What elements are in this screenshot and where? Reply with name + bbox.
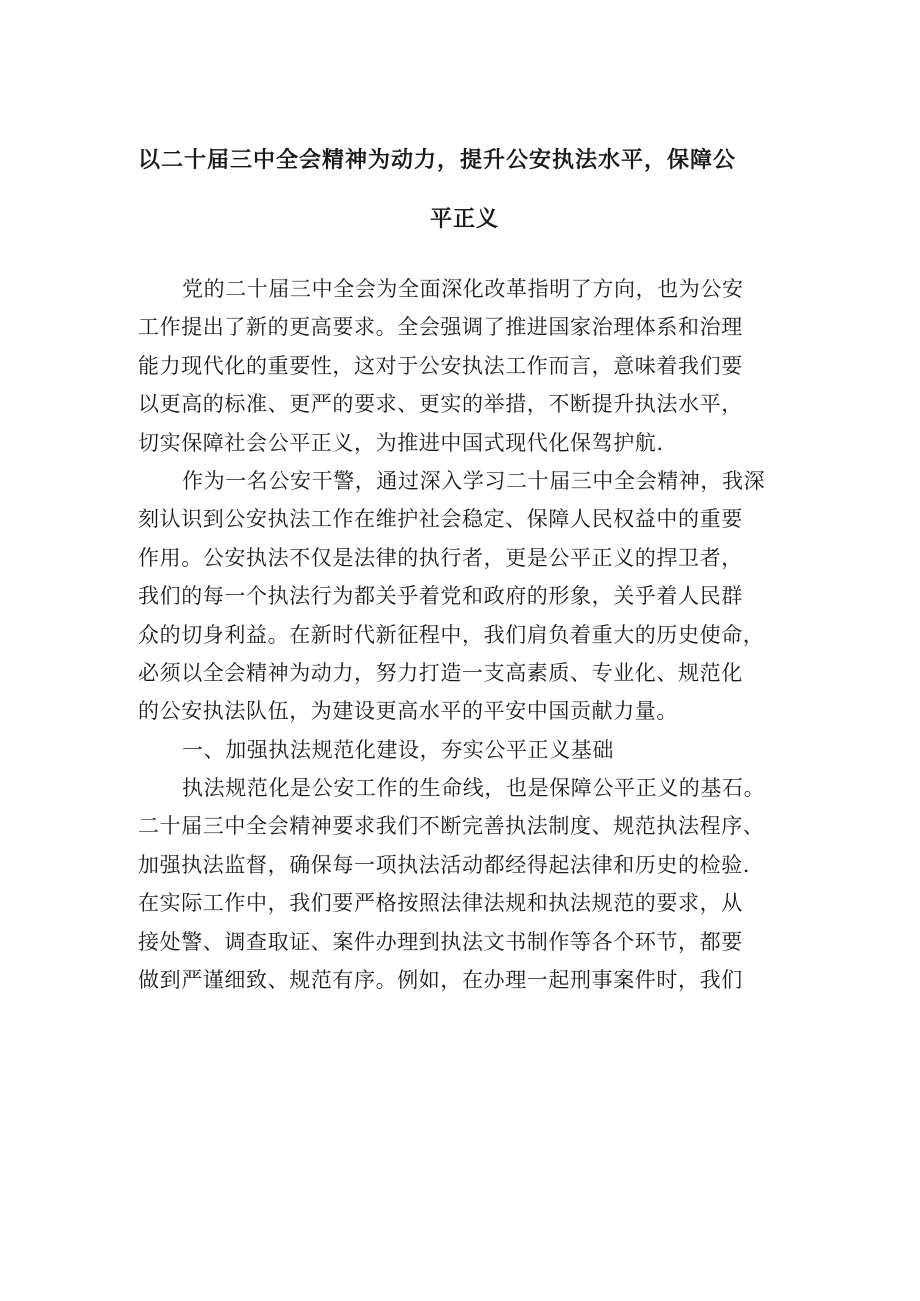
text-line: 加强执法监督，确保每一项执法活动都经得起法律和历史的检验. bbox=[138, 852, 751, 877]
text-line: 刻认识到公安执法工作在维护社会稳定、保障人民权益中的重要 bbox=[138, 507, 743, 532]
text-line: 二十届三中全会精神要求我们不断完善执法制度、规范执法程序、 bbox=[138, 814, 765, 839]
text-line: 我们的每一个执法行为都关乎着党和政府的形象，关乎着人民群 bbox=[138, 584, 743, 609]
text-line: 在实际工作中，我们要严格按照法律法规和执法规范的要求，从 bbox=[138, 891, 743, 916]
text-line: 作用。公安执法不仅是法律的执行者，更是公平正义的捍卫者， bbox=[138, 545, 743, 570]
text-line: 作为一名公安干警，通过深入学习二十届三中全会精神，我深 bbox=[182, 468, 766, 493]
text-line: 必须以全会精神为动力，努力打造一支高素质、专业化、规范化 bbox=[138, 660, 743, 685]
text-line: 做到严谨细致、规范有序。例如，在办理一起刑事案件时，我们 bbox=[138, 968, 743, 993]
text-line: 众的切身利益。在新时代新征程中，我们肩负着重大的历史使命， bbox=[138, 622, 765, 647]
text-line: 切实保障社会公平正义，为推进中国式现代化保驾护航. bbox=[138, 430, 664, 455]
text-line: 的公安执法队伍，为建设更高水平的平安中国贡献力量。 bbox=[138, 699, 678, 724]
paragraph-section-1 bbox=[138, 769, 798, 999]
document-title-line-2: 平正义 bbox=[430, 207, 500, 232]
section-heading-1 bbox=[138, 731, 798, 769]
paragraph-role bbox=[138, 462, 798, 731]
document-title-line-1: 以二十届三中全会精神为动力，提升公安执法水平，保障公 bbox=[138, 148, 737, 173]
text-line: 以更高的标准、更严的要求、更实的举措，不断提升执法水平， bbox=[138, 392, 743, 417]
text-line: 党的二十届三中全会为全面深化改革指明了方向，也为公安 bbox=[182, 277, 744, 301]
document-body bbox=[138, 270, 798, 999]
paragraph-intro bbox=[138, 270, 798, 462]
section-heading-text: 一、加强执法规范化建设，夯实公平正义基础 bbox=[182, 737, 614, 762]
text-line: 执法规范化是公安工作的生命线，也是保障公平正义的基石。 bbox=[182, 776, 766, 801]
text-line: 能力现代化的重要性，这对于公安执法工作而言，意味着我们要 bbox=[138, 353, 743, 378]
text-line: 工作提出了新的更高要求。全会强调了推进国家治理体系和治理 bbox=[138, 315, 743, 340]
text-line: 接处警、调查取证、案件办理到执法文书制作等各个环节，都要 bbox=[138, 929, 743, 954]
